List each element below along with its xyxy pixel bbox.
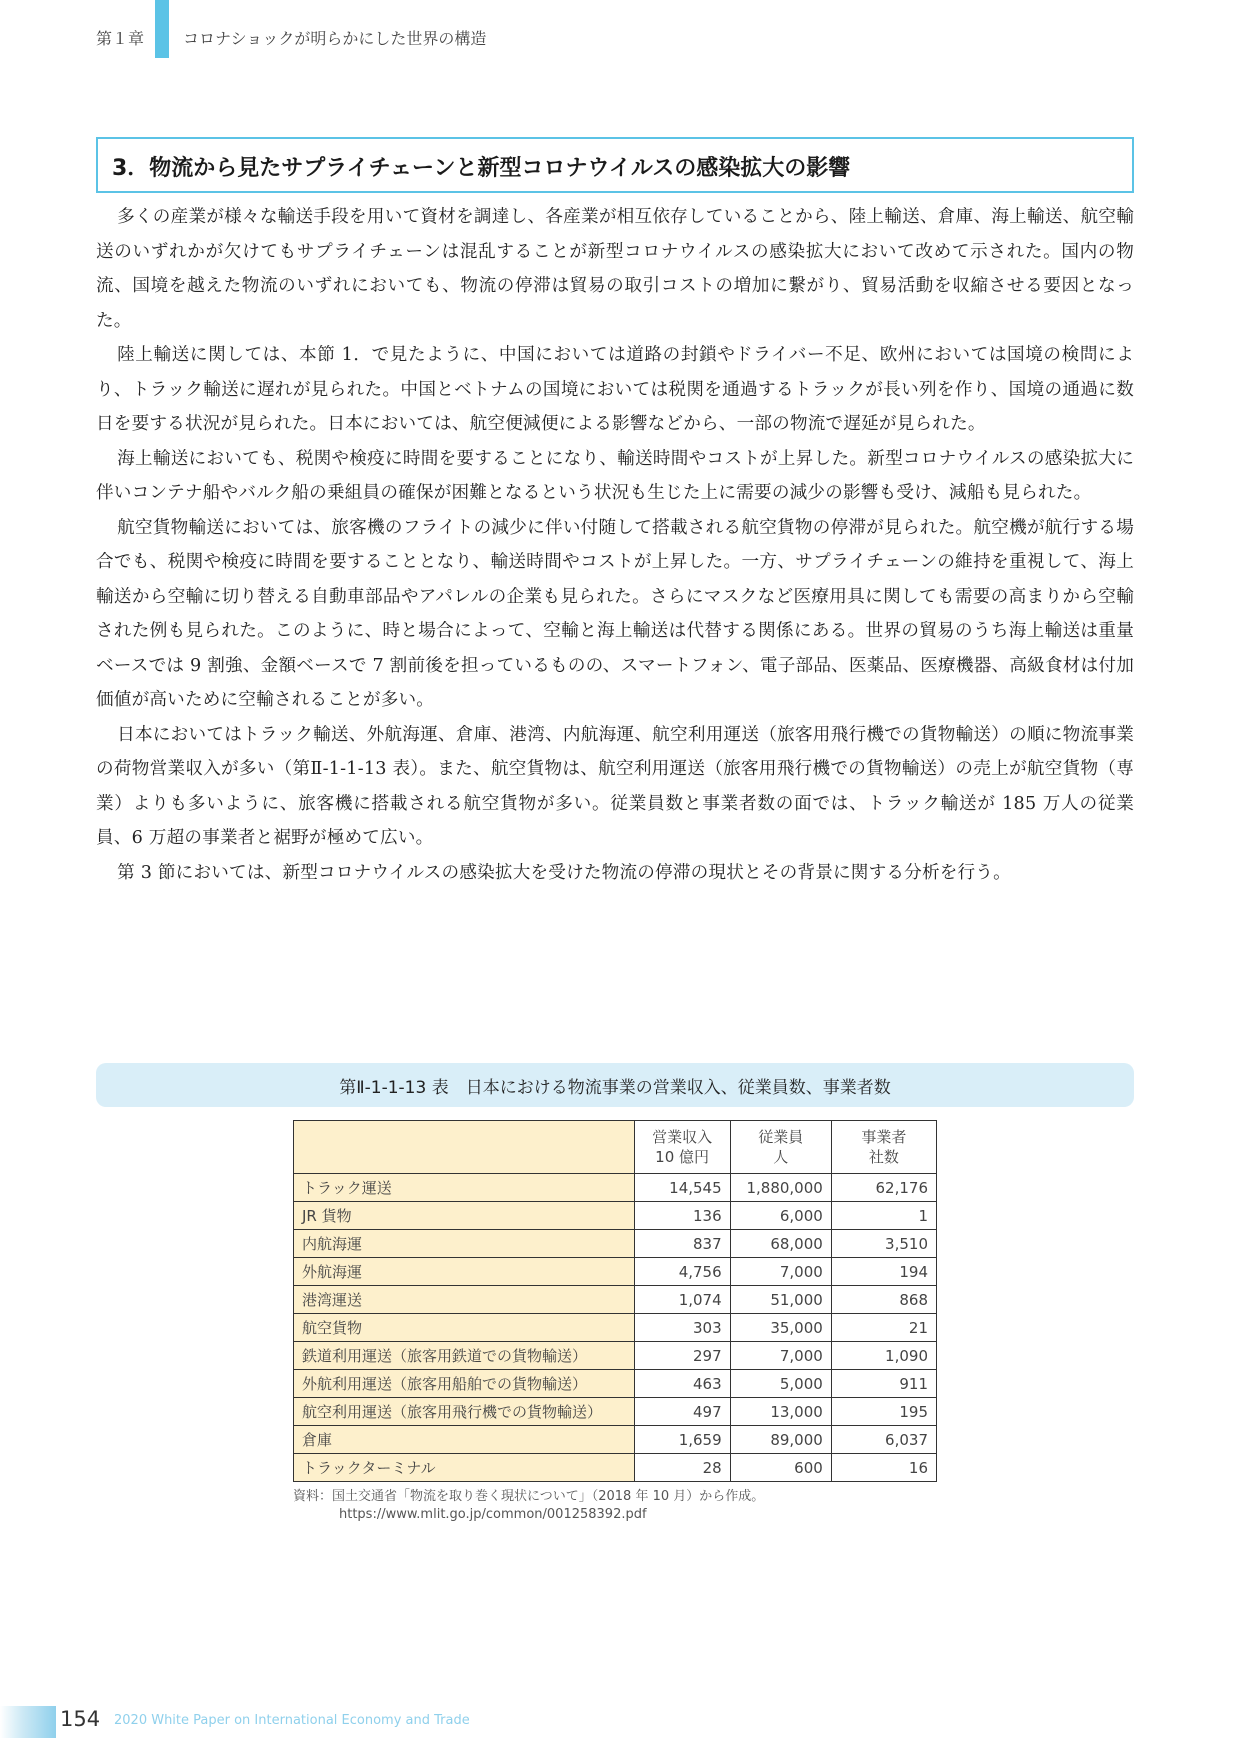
table-caption: 第Ⅱ-1-1-13 表 日本における物流事業の営業収入、従業員数、事業者数 [96, 1063, 1134, 1107]
table-row [294, 1370, 937, 1398]
row-revenue: 463 [634, 1370, 730, 1398]
paragraph: 第 3 節においては、新型コロナウイルスの感染拡大を受けた物流の停滞の現状とその背景に関する分析を行う。 [117, 862, 1011, 883]
header-revenue-line1: 営業収入 [652, 1128, 713, 1146]
row-businesses: 194 [831, 1258, 936, 1286]
chapter-title: コロナショックが明らかにした世界の構造 [183, 29, 487, 48]
row-name: 航空貨物 [294, 1314, 635, 1342]
table-row [294, 1202, 937, 1230]
row-employees: 89,000 [730, 1426, 831, 1454]
row-name: 内航海運 [294, 1230, 635, 1258]
row-businesses: 195 [831, 1398, 936, 1426]
row-revenue: 837 [634, 1230, 730, 1258]
row-employees: 5,000 [730, 1370, 831, 1398]
row-employees: 1,880,000 [730, 1174, 831, 1202]
logistics-table [293, 1120, 937, 1482]
header-employees-line2: 人 [773, 1148, 789, 1166]
row-businesses: 16 [831, 1454, 936, 1482]
header-employees [730, 1121, 831, 1174]
chapter-label: 第１章 [96, 29, 145, 48]
row-revenue: 136 [634, 1202, 730, 1230]
table-row [294, 1454, 937, 1482]
table-header-row [294, 1121, 937, 1174]
row-revenue: 303 [634, 1314, 730, 1342]
row-revenue: 297 [634, 1342, 730, 1370]
paragraph: 日本においてはトラック輸送、外航海運、倉庫、港湾、内航海運、航空利用運送（旅客用飛行機での貨物輸送）の順に物流事業の荷物営業収入が多い（第Ⅱ-1-1-13 表）。また、航空貨物は、航空利用運送（旅客用飛行機での貨物輸送）の売上が航空貨物（専業）よりも多いように、旅客機に搭載される航空貨物が多い。従業員数と事業者数の面では、トラック輸送が 185 万人の従業員、6 万超の事業者と裾野が極めて広い。 [96, 724, 1134, 848]
source-citation: 資料：国土交通省「物流を取り巻く現状について」（2018 年 10 月）から作成。 [293, 1489, 765, 1504]
row-revenue: 1,659 [634, 1426, 730, 1454]
row-revenue: 497 [634, 1398, 730, 1426]
footer-publication-title: 2020 White Paper on International Economy and Trade [114, 1713, 470, 1728]
row-name: JR 貨物 [294, 1202, 635, 1230]
row-businesses: 1 [831, 1202, 936, 1230]
header-revenue-line2: 10 億円 [655, 1148, 710, 1166]
row-revenue: 28 [634, 1454, 730, 1482]
header-businesses-line2: 社数 [868, 1148, 899, 1166]
table-row [294, 1286, 937, 1314]
row-revenue: 4,756 [634, 1258, 730, 1286]
paragraph: 航空貨物輸送においては、旅客機のフライトの減少に伴い付随して搭載される航空貨物の停滞が見られた。航空機が航行する場合でも、税関や検疫に時間を要することとなり、輸送時間やコストが上昇した。一方、サプライチェーンの維持を重視して、海上輸送から空輸に切り替える自動車部品やアパレルの企業も見られた。さらにマスクなど医療用具に関しても需要の高まりから空輸された例も見られた。このように、時と場合によって、空輸と海上輸送は代替する関係にある。世界の貿易のうち海上輸送は重量ベースでは 9 割強、金額ベースで 7 割前後を担っているものの、スマートフォン、電子部品、医薬品、医療機器、高級食材は付加価値が高いために空輸されることが多い。 [96, 517, 1135, 710]
table-row [294, 1258, 937, 1286]
section-heading-box [96, 137, 1134, 193]
footer-accent-stripe [0, 1706, 56, 1738]
row-employees: 51,000 [730, 1286, 831, 1314]
row-name: 航空利用運送（旅客用飛行機での貨物輸送） [294, 1398, 635, 1426]
row-employees: 35,000 [730, 1314, 831, 1342]
header-businesses-line1: 事業者 [861, 1128, 907, 1146]
table-source [293, 1488, 764, 1524]
table-row [294, 1230, 937, 1258]
row-employees: 7,000 [730, 1342, 831, 1370]
row-employees: 7,000 [730, 1258, 831, 1286]
row-employees: 13,000 [730, 1398, 831, 1426]
table-row [294, 1174, 937, 1202]
row-revenue: 14,545 [634, 1174, 730, 1202]
header-revenue [634, 1121, 730, 1174]
row-businesses: 911 [831, 1370, 936, 1398]
row-name: 港湾運送 [294, 1286, 635, 1314]
row-employees: 68,000 [730, 1230, 831, 1258]
row-businesses: 3,510 [831, 1230, 936, 1258]
row-businesses: 6,037 [831, 1426, 936, 1454]
section-title: 3．物流から見たサプライチェーンと新型コロナウイルスの感染拡大の影響 [112, 156, 851, 181]
table-row [294, 1426, 937, 1454]
header-businesses [831, 1121, 936, 1174]
table-row [294, 1342, 937, 1370]
paragraph: 陸上輸送に関しては、本節 1．で見たように、中国においては道路の封鎖やドライバー不足、欧州においては国境の検問により、トラック輸送に遅れが見られた。中国とベトナムの国境においては税関を通過するトラックが長い列を作り、国境の通過に数日を要する状況が見られた。日本においては、航空便減便による影響などから、一部の物流で遅延が見られた。 [96, 345, 1134, 434]
row-name: 倉庫 [294, 1426, 635, 1454]
paragraph: 多くの産業が様々な輸送手段を用いて資材を調達し、各産業が相互依存していることから、陸上輸送、倉庫、海上輸送、航空輸送のいずれかが欠けてもサプライチェーンは混乱することが新型コロナウイルスの感染拡大において改めて示された。国内の物流、国境を越えた物流のいずれにおいても、物流の停滞は貿易の取引コストの増加に繋がり、貿易活動を収縮させる要因となった。 [96, 207, 1134, 331]
header-employees-line1: 従業員 [758, 1128, 804, 1146]
row-businesses: 1,090 [831, 1342, 936, 1370]
page-header [0, 0, 1241, 60]
row-employees: 6,000 [730, 1202, 831, 1230]
row-employees: 600 [730, 1454, 831, 1482]
row-name: 鉄道利用運送（旅客用鉄道での貨物輸送） [294, 1342, 635, 1370]
chapter-accent-bar [155, 0, 169, 58]
body-text [96, 200, 1134, 890]
row-name: トラックターミナル [294, 1454, 635, 1482]
table-stub-header [294, 1121, 635, 1174]
row-name: 外航海運 [294, 1258, 635, 1286]
row-businesses: 868 [831, 1286, 936, 1314]
row-revenue: 1,074 [634, 1286, 730, 1314]
table-row [294, 1398, 937, 1426]
table-row [294, 1314, 937, 1342]
row-name: 外航利用運送（旅客用船舶での貨物輸送） [294, 1370, 635, 1398]
row-businesses: 62,176 [831, 1174, 936, 1202]
page-number: 154 [60, 1707, 101, 1731]
paragraph: 海上輸送においても、税関や検疫に時間を要することになり、輸送時間やコストが上昇した。新型コロナウイルスの感染拡大に伴いコンテナ船やバルク船の乗組員の確保が困難となるという状況も生じた上に需要の減少の影響も受け、減船も見られた。 [96, 448, 1134, 503]
row-businesses: 21 [831, 1314, 936, 1342]
row-name: トラック運送 [294, 1174, 635, 1202]
source-url: https://www.mlit.go.jp/common/001258392.pdf [339, 1507, 647, 1522]
